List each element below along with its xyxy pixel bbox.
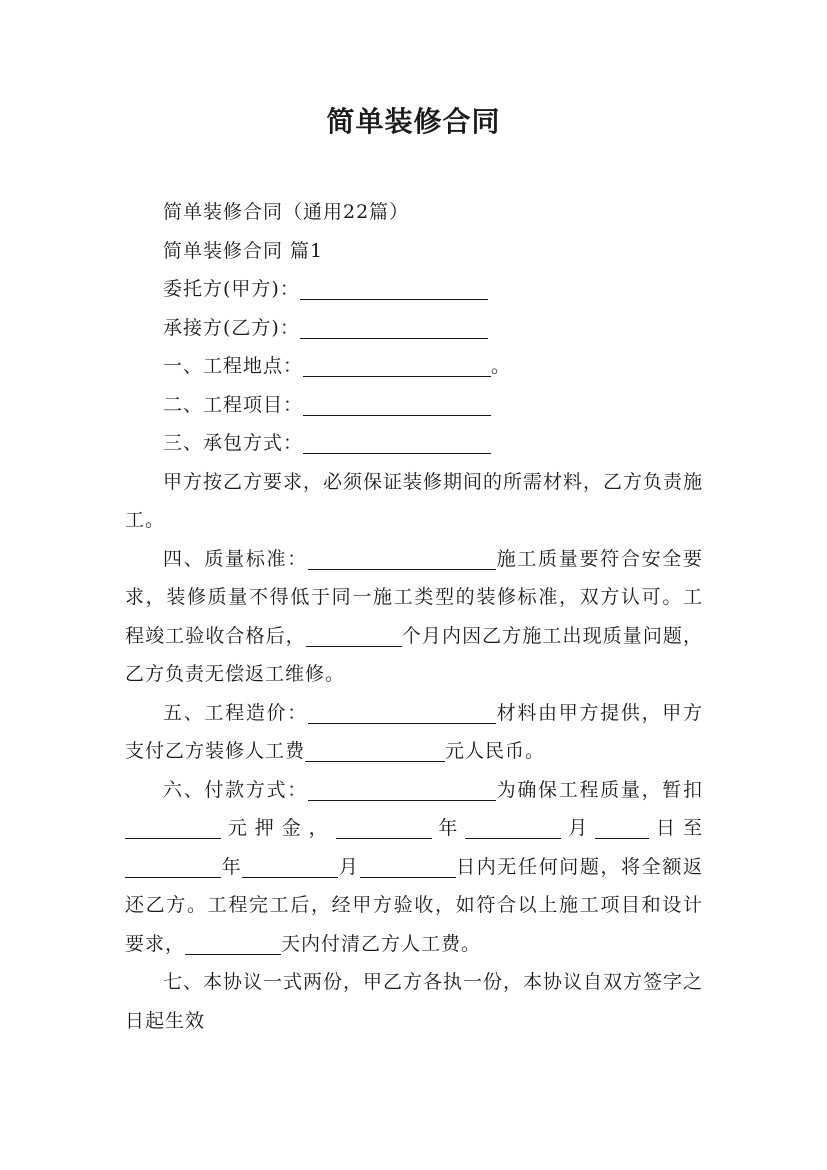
party-a-blank [300,277,488,300]
item-4-paragraph: 四、质量标准： 施工质量要符合安全要求，装修质量不得低于同一施工类型的装修标准，双方认可。工程竣工验收合格后， 个月内因乙方施工出现质量问题，乙方负责无偿返工维修。 [125,547,703,685]
payment-days-blank [185,932,281,955]
end-month-blank [242,855,338,878]
end-day-blank [360,855,456,878]
subtitle: 简单装修合同（通用22篇） [163,201,410,223]
start-day-blank [595,816,649,839]
location-blank [303,354,491,377]
cost-blank [308,701,496,724]
contract-method-blank [303,431,491,454]
item-6-paragraph: 六、付款方式： 为确保工程质量，暂扣元押金， 年 月 日至年 月 日内无任何问题，将全额返还乙方。工程完工后，经甲方验收，如符合以上施工项目和设计要求， 天内付清乙方人工费。 [125,778,703,955]
end-year-blank [125,855,221,878]
start-year-blank [336,816,432,839]
party-b-line: 承接方(乙方)： [125,309,703,348]
materials-paragraph: 甲方按乙方要求，必须保证装修期间的所需材料，乙方负责施工。 [125,470,704,531]
section-heading: 简单装修合同 篇1 [163,239,324,262]
item-1-line: 一、工程地点： 。 [163,355,512,377]
item-7-paragraph: 七、本协议一式两份，甲乙方各执一份，本协议自双方签字之日起生效 [125,971,704,1032]
payment-method-blank [308,778,496,801]
item-5-paragraph: 五、工程造价： 材料由甲方提供，甲方支付乙方装修人工费 元人民币。 [125,701,703,762]
document-body [125,193,703,1040]
item-2-line: 二、工程项目： [125,386,703,425]
warranty-months-blank [306,624,402,647]
start-month-blank [465,816,561,839]
deposit-blank [125,816,221,839]
document-title: 简单装修合同 [326,105,501,138]
party-a-line: 委托方(甲方)： [125,270,703,309]
labor-fee-blank [305,739,445,762]
item-3-line: 三、承包方式： [125,424,703,463]
party-b-blank [300,316,488,339]
project-blank [303,393,491,416]
quality-standard-blank [308,547,496,570]
